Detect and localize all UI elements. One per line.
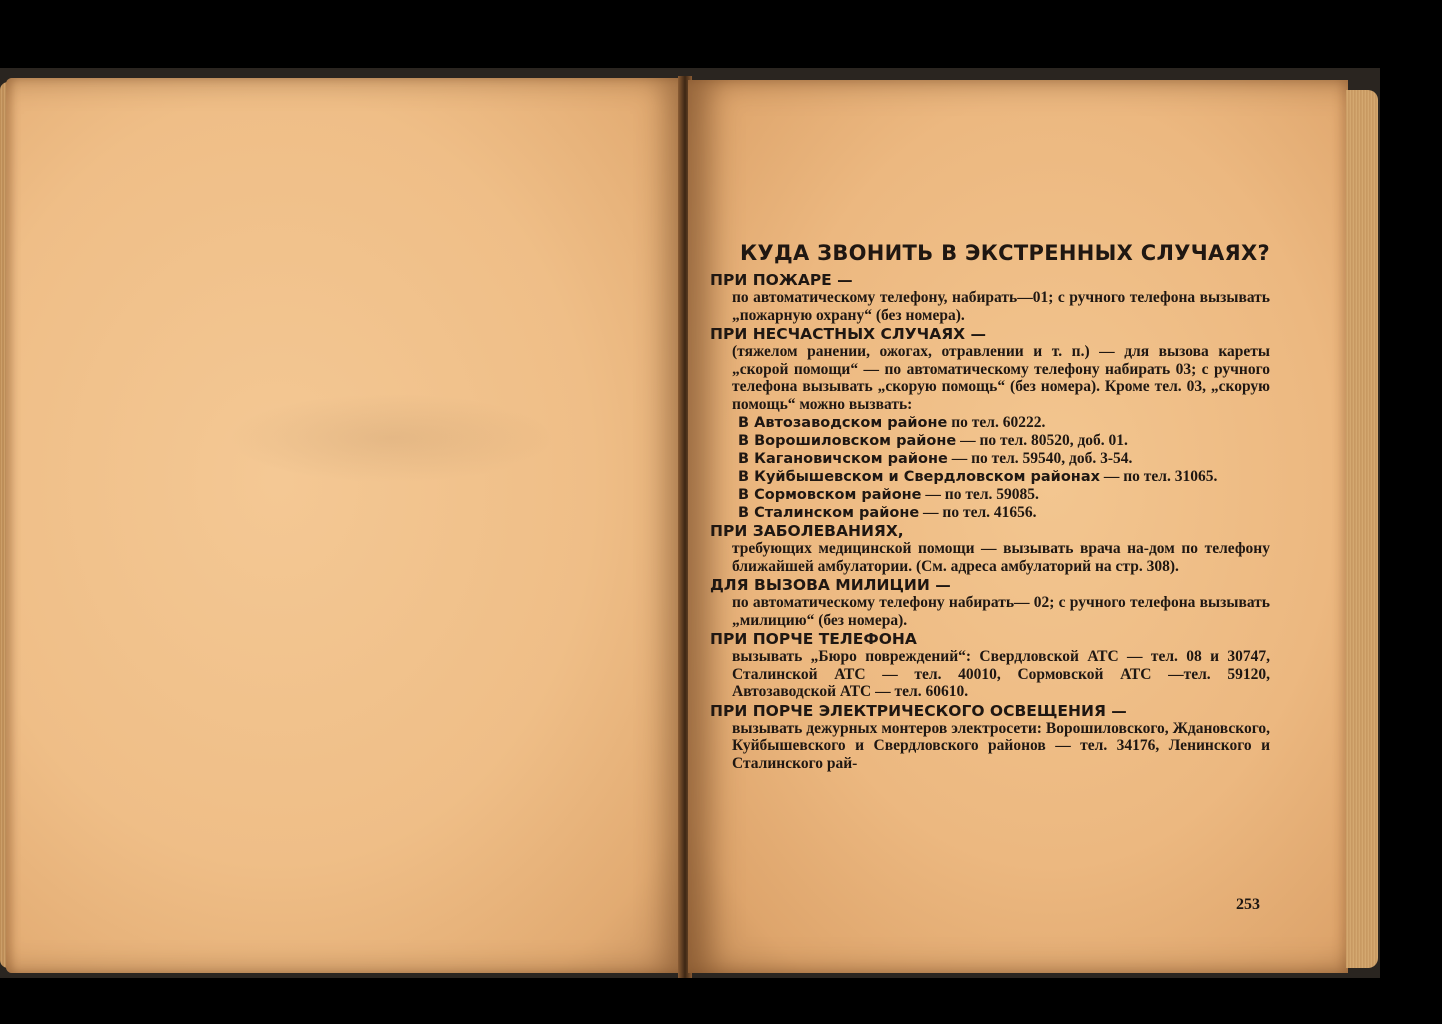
district-list	[710, 414, 1270, 522]
page-number: 253	[1236, 896, 1260, 913]
district-item	[738, 504, 1270, 522]
section-text: по автоматическому телефону набирать— 02; с ручного телефона вызывать „милицию“ (без номера).	[732, 594, 1270, 629]
section-heading: ПРИ ПОРЧЕ ТЕЛЕФОНА	[710, 630, 917, 648]
district-phone: — по тел. 31065.	[1103, 468, 1218, 485]
district-name: В Ворошиловском районе	[738, 433, 957, 449]
right-page-edges	[1346, 90, 1378, 968]
section-text: по автоматическому телефону, набирать—01; с ручного телефона вызывать „пожарную охрану“ (без номера).	[732, 289, 1270, 324]
section-text: (тяжелом ранении, ожогах, отравлении и т. п.) — для вызова кареты „скорой помощи“ — по автоматическому телефону набирать 03; с ручного телефона вызывать „скорую помощь“ (без номера). Кроме тел. 03, „скорую помощь“ можно вызвать:	[732, 343, 1270, 413]
section-heading: ДЛЯ ВЫЗОВА МИЛИЦИИ —	[710, 576, 951, 594]
section-electric-damage	[710, 702, 1270, 773]
district-phone: — по тел. 80520, доб. 01.	[960, 432, 1128, 449]
district-item	[738, 486, 1270, 504]
district-name: В Сормовском районе	[738, 487, 922, 503]
section-heading: ПРИ НЕСЧАСТНЫХ СЛУЧАЯХ —	[710, 325, 986, 343]
section-heading: ПРИ ПОЖАРЕ —	[710, 271, 853, 289]
section-illness	[710, 522, 1270, 575]
district-item	[738, 432, 1270, 450]
district-phone: — по тел. 59085.	[925, 486, 1039, 503]
section-phone-damage	[710, 630, 1270, 701]
district-name: В Куйбышевском и Свердловском районах	[738, 469, 1100, 485]
bleed-through-text	[226, 393, 556, 483]
district-name: В Сталинском районе	[738, 505, 920, 521]
page-title: КУДА ЗВОНИТЬ В ЭКСТРЕННЫХ СЛУЧАЯХ?	[740, 241, 1270, 265]
district-item	[738, 414, 1270, 432]
left-page-blank	[6, 78, 684, 973]
section-fire	[710, 271, 1270, 324]
section-heading: ПРИ ЗАБОЛЕВАНИЯХ,	[710, 522, 904, 540]
section-text: вызывать дежурных монтеров электросети: Ворошиловского, Ждановского, Куйбышевского и Свердловского районов — тел. 34176, Ленинского и Сталинского рай-	[732, 719, 1270, 772]
section-police	[710, 576, 1270, 629]
district-phone: — по тел. 41656.	[923, 504, 1037, 521]
section-accidents	[710, 325, 1270, 413]
page-content	[710, 240, 1270, 773]
district-item	[738, 468, 1270, 486]
section-text: требующих медицинской помощи — вызывать врача на-дом по телефону ближайшей амбулатории. (См. адреса амбулаторий на стр. 308).	[732, 540, 1270, 575]
district-item	[738, 450, 1270, 468]
district-phone: — по тел. 59540, доб. 3-54.	[951, 450, 1133, 467]
district-phone: по тел. 60222.	[951, 414, 1046, 431]
district-name: В Кагановичском районе	[738, 451, 948, 467]
section-heading: ПРИ ПОРЧЕ ЭЛЕКТРИЧЕСКОГО ОСВЕЩЕНИЯ —	[710, 701, 1127, 720]
section-text: вызывать „Бюро повреждений“: Свердловской АТС — тел. 08 и 30747, Сталинской АТС — тел. 40010, Сормовской АТС —тел. 59120, Автозаводской АТС — тел. 60610.	[732, 648, 1270, 700]
district-name: В Автозаводском районе	[738, 415, 948, 431]
